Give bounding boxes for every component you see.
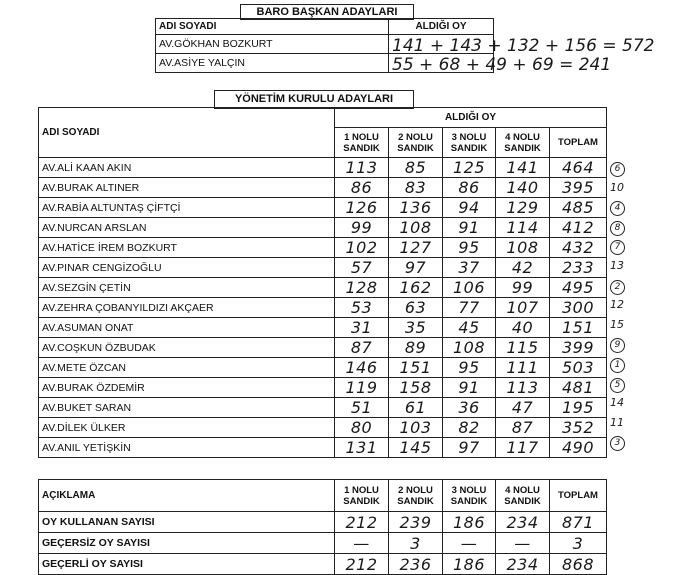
sandik-1-votes: 102 [335,238,389,258]
total-votes: 233 [550,258,607,278]
rank-note: 8 [610,221,625,236]
total-votes: 490 [550,438,607,458]
sandik-3-header: 3 NOLU SANDIK [443,128,496,158]
sandik-2-votes: 63 [389,298,443,318]
total-votes: 432 [550,238,607,258]
total-votes: 495 [550,278,607,298]
candidate-row [39,318,607,338]
candidate-name: AV.PINAR CENGİZOĞLU [39,258,335,278]
sandik-1-votes: 113 [335,158,389,178]
candidate-row [39,158,607,178]
candidate-row [39,198,607,218]
baro-candidate-name: AV.GÖKHAN BOZKURT [156,35,389,54]
total-votes: 151 [550,318,607,338]
sandik-2-votes: 151 [389,358,443,378]
rank-note: 15 [610,317,624,331]
sandik-3-votes: 82 [443,418,496,438]
sandik-4-votes: 42 [496,258,550,278]
rank-note: 14 [610,396,624,410]
sandik-3-votes: 77 [443,298,496,318]
baro-header-row [156,19,494,35]
summary-label: GEÇERLİ OY SAYISI [39,554,335,575]
rank-notes [610,157,650,451]
rank-note: 12 [610,298,624,312]
summary-label: OY KULLANAN SAYISI [39,512,335,533]
total-votes: 300 [550,298,607,318]
sandik-3-count: 186 [443,512,496,533]
candidate-name: AV.ANIL YETİŞKİN [39,438,335,458]
sandik-2-count: 3 [389,533,443,554]
rank-note: 5 [610,378,625,393]
sandik-1-votes: 31 [335,318,389,338]
sandik-4-votes: 140 [496,178,550,198]
sandik-2-votes: 108 [389,218,443,238]
rank-note: 1 [610,358,625,373]
sandik-1-header: 1 NOLU SANDIK [335,128,389,158]
sandik-3-votes: 108 [443,338,496,358]
sandik-1-votes: 86 [335,178,389,198]
baro-col-votes: ALDIĞI OY [389,19,494,35]
yonetim-table [38,107,607,458]
sandik-2-header: 2 NOLU SANDIK [389,128,443,158]
candidate-name: AV.NURCAN ARSLAN [39,218,335,238]
rank-note: 3 [610,436,625,451]
candidate-row [39,298,607,318]
sandik-4-votes: 141 [496,158,550,178]
sandik-4-count: 234 [496,554,550,575]
sandik-4-votes: 129 [496,198,550,218]
sandik-3-votes: 106 [443,278,496,298]
sandik-4-votes: 40 [496,318,550,338]
yonetim-header-row [39,108,607,128]
sandik-3-votes: 125 [443,158,496,178]
sandik-2-votes: 61 [389,398,443,418]
sandik-2-count: 239 [389,512,443,533]
sandik-2-count: 236 [389,554,443,575]
rank-note: 9 [610,338,625,353]
candidate-name: AV.HATİCE İREM BOZKURT [39,238,335,258]
sandik-4-header: 4 NOLU SANDIK [496,128,550,158]
candidate-row [39,338,607,358]
baro-formula: 141 + 143 + 132 + 156 = 572 [392,36,655,56]
sandik-1-votes: 99 [335,218,389,238]
yonetim-col-name: ADI SOYADI [39,108,335,158]
yonetim-title: YÖNETİM KURULU ADAYLARI [214,90,414,109]
total-votes: 485 [550,198,607,218]
candidate-name: AV.SEZGİN ÇETİN [39,278,335,298]
sandik-4-count: — [496,533,550,554]
sandik-3-votes: 97 [443,438,496,458]
sandik-1-votes: 51 [335,398,389,418]
sandik-1-votes: 131 [335,438,389,458]
summary-label: GEÇERSİZ OY SAYISI [39,533,335,554]
aciklama-header-row [39,480,607,512]
sandik-4-votes: 115 [496,338,550,358]
sandik-4-votes: 87 [496,418,550,438]
candidate-row [39,258,607,278]
candidate-name: AV.ZEHRA ÇOBANYILDIZI AKÇAER [39,298,335,318]
rank-note: 2 [610,280,625,295]
sandik-2-votes: 158 [389,378,443,398]
candidate-name: AV.ASUMAN ONAT [39,318,335,338]
sandik-1-count: 212 [335,512,389,533]
sandik-4-votes: 107 [496,298,550,318]
aciklama-table [38,479,607,575]
candidate-name: AV.BUKET SARAN [39,398,335,418]
baro-title: BARO BAŞKAN ADAYLARI [240,4,414,20]
sandik-4-votes: 114 [496,218,550,238]
sandik-3-count: 186 [443,554,496,575]
candidate-row [39,278,607,298]
sandik-1-votes: 57 [335,258,389,278]
total-votes: 412 [550,218,607,238]
sandik-2-votes: 145 [389,438,443,458]
sandik-3-votes: 86 [443,178,496,198]
toplam-header: TOPLAM [550,128,607,158]
sandik-1-count: 212 [335,554,389,575]
candidate-row [39,418,607,438]
sandik-3-votes: 95 [443,358,496,378]
sandik-2-votes: 127 [389,238,443,258]
rank-note: 6 [610,162,625,177]
candidate-row [39,398,607,418]
total-count: 3 [550,533,607,554]
toplam-header: TOPLAM [550,480,607,512]
sandik-4-votes: 117 [496,438,550,458]
sandik-2-votes: 97 [389,258,443,278]
candidate-name: AV.COŞKUN ÖZBUDAK [39,338,335,358]
rank-note: 10 [610,180,624,194]
sandik-4-votes: 108 [496,238,550,258]
candidate-row [39,438,607,458]
sandik-3-count: — [443,533,496,554]
sandik-4-votes: 99 [496,278,550,298]
rank-note: 11 [610,415,624,429]
sandik-1-votes: 146 [335,358,389,378]
total-count: 871 [550,512,607,533]
sandik-1-votes: 119 [335,378,389,398]
baro-candidate-name: AV.ASİYE YALÇIN [156,54,389,73]
candidate-name: AV.BURAK ALTINER [39,178,335,198]
sandik-3-votes: 91 [443,378,496,398]
sandik-2-header: 2 NOLU SANDIK [389,480,443,512]
baro-formula: 55 + 68 + 49 + 69 = 241 [392,55,612,75]
candidate-name: AV.ALİ KAAN AKIN [39,158,335,178]
sandik-1-votes: 53 [335,298,389,318]
baro-col-name: ADI SOYADI [156,19,389,35]
sandik-3-votes: 95 [443,238,496,258]
total-votes: 503 [550,358,607,378]
sandik-2-votes: 85 [389,158,443,178]
sandik-1-count: — [335,533,389,554]
total-votes: 395 [550,178,607,198]
sandik-4-header: 4 NOLU SANDIK [496,480,550,512]
candidate-name: AV.METE ÖZCAN [39,358,335,378]
sandik-3-votes: 36 [443,398,496,418]
candidate-row [39,218,607,238]
sandik-2-votes: 136 [389,198,443,218]
rank-note: 4 [610,201,625,216]
sandik-1-header: 1 NOLU SANDIK [335,480,389,512]
candidate-row [39,238,607,258]
sandik-3-votes: 37 [443,258,496,278]
sandik-3-votes: 94 [443,198,496,218]
total-votes: 352 [550,418,607,438]
candidate-name: AV.DİLEK ÜLKER [39,418,335,438]
sandik-4-votes: 113 [496,378,550,398]
candidate-row [39,178,607,198]
total-votes: 481 [550,378,607,398]
summary-row [39,512,607,533]
total-votes: 195 [550,398,607,418]
sandik-1-votes: 126 [335,198,389,218]
sandik-3-header: 3 NOLU SANDIK [443,480,496,512]
rank-note: 13 [610,258,624,272]
sandik-2-votes: 162 [389,278,443,298]
sandik-2-votes: 83 [389,178,443,198]
sandik-1-votes: 128 [335,278,389,298]
sandik-4-count: 234 [496,512,550,533]
total-count: 868 [550,554,607,575]
sandik-3-votes: 91 [443,218,496,238]
sandik-1-votes: 80 [335,418,389,438]
summary-row [39,533,607,554]
candidate-row [39,378,607,398]
sandik-4-votes: 111 [496,358,550,378]
sandik-3-votes: 45 [443,318,496,338]
sandik-1-votes: 87 [335,338,389,358]
candidate-row [39,358,607,378]
sandik-2-votes: 89 [389,338,443,358]
total-votes: 464 [550,158,607,178]
candidate-name: AV.BURAK ÖZDEMİR [39,378,335,398]
total-votes: 399 [550,338,607,358]
candidate-name: AV.RABİA ALTUNTAŞ ÇİFTÇİ [39,198,335,218]
summary-row [39,554,607,575]
yonetim-col-votes: ALDIĞI OY [335,108,607,128]
rank-note: 7 [610,240,625,255]
aciklama-label: AÇIKLAMA [39,480,335,512]
sandik-2-votes: 103 [389,418,443,438]
sandik-2-votes: 35 [389,318,443,338]
sandik-4-votes: 47 [496,398,550,418]
